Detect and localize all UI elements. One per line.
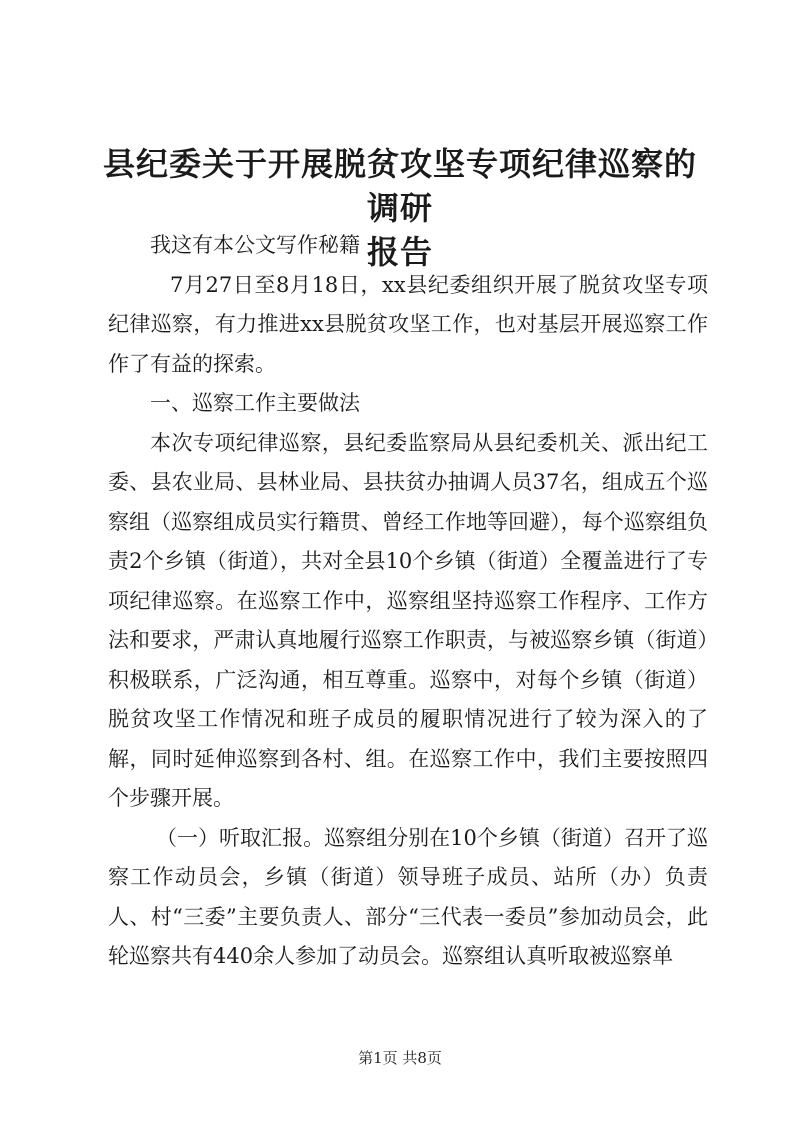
page-number: 第1页 共8页 <box>358 1049 442 1067</box>
paragraph-summary: 7月27日至8月18日，xx县纪委组织开展了脱贫攻坚专项纪律巡察，有力推进xx县脱贫攻坚工作，也对基层开展巡察工作作了有益的探索。 <box>108 272 708 376</box>
paragraph-step-one: （一）听取汇报。巡察组分别在10个乡镇（街道）召开了巡察工作动员会，乡镇（街道）领导班子成员、站所（办）负责人、村“三委”主要负责人、部分“三代表一委员”参加动员会，此轮巡察共有440余人参加了动员会。巡察组认真听取被巡察单 <box>108 825 708 968</box>
title-line-1: 县纪委关于开展脱贫攻坚专项纪律巡察的调研 <box>102 145 697 227</box>
document-body <box>108 226 708 977</box>
section-heading: 一、巡察工作主要做法 <box>150 391 360 415</box>
paragraph-intro: 我这有本公文写作秘籍 <box>150 233 360 257</box>
title-line-2: 报告 <box>366 233 433 271</box>
paragraph-method: 本次专项纪律巡察，县纪委监察局从县纪委机关、派出纪工委、县农业局、县林业局、县扶贫办抽调人员37名，组成五个巡察组（巡察组成员实行籍贯、曾经工作地等回避），每个巡察组负责2个乡镇（街道），共对全县10个乡镇（街道）全覆盖进行了专项纪律巡察。在巡察工作中，巡察组坚持巡察工作程序、工作方法和要求，严肃认真地履行巡察工作职责，与被巡察乡镇（街道）积极联系，广泛沟通，相互尊重。巡察中，对每个乡镇（街道）脱贫攻坚工作情况和班子成员的履职情况进行了较为深入的了解，同时延伸巡察到各村、组。在巡察工作中，我们主要按照四个步骤开展。 <box>108 430 708 810</box>
